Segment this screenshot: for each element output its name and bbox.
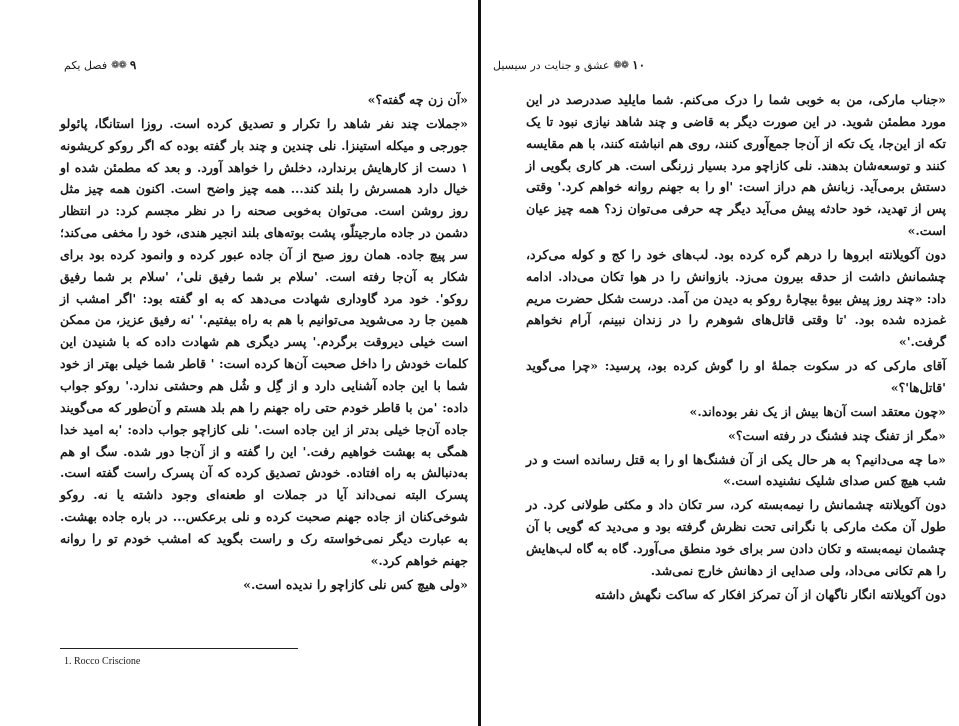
paragraph: دون آکویلانته انگار ناگهان از آن تمرکز افکار که ساکت نگهش داشته (594, 586, 946, 602)
left-page-header (64, 56, 136, 74)
right-page-header (493, 56, 645, 74)
right-page-body (526, 89, 946, 605)
left-page (0, 0, 478, 726)
right-page-number: ۱۰ (632, 58, 646, 72)
paragraph: آقای مارکی که در سکوت جملهٔ او را گوش کرده بود، پرسید: «چرا می‌گوید 'قاتل‌ها'؟» (526, 358, 946, 395)
footnote: 1. Rocco Criscione (64, 656, 141, 667)
ornament-icon: ❁❁ (613, 59, 629, 71)
paragraph: «چون معتقد است آن‌ها بیش از یک نفر بوده‌اند.» (689, 403, 946, 419)
paragraph: «ما چه می‌دانیم؟ به هر حال یکی از آن فشنگ‌ها او را به قتل رسانده است و در شب هیچ کس صدای شلیک نشنیده است.» (526, 451, 946, 489)
book-title: عشق و جنایت در سیسیل (493, 58, 610, 72)
paragraph: «مگر از تفنگ چند فشنگ در رفته است؟» (728, 427, 946, 443)
paragraph: دون آکویلانته ابروها را درهم گره کرده بود. لب‌های خود را کج و کوله می‌کرد، چشمانش داشت از حدقه بیرون می‌زد. بازوانش را در هوا تکان می‌داد. ادامه داد: «چند روز پیش بیوهٔ بیچارهٔ روکو به دیدن من آمد. درست شکل حضرت مریم غمزده شده بود. 'تا وقتی قاتل‌های شوهرم را در زندان نبینم، آرام نخواهم گرفت.'» (526, 246, 946, 350)
paragraph: «ولی هیچ کس نلی کازاچو را ندیده است.» (243, 576, 468, 592)
paragraph: «آن زن چه گفته؟» (367, 92, 468, 107)
ornament-icon: ❁❁ (111, 59, 126, 71)
paragraph: دون آکویلانته چشمانش را نیمه‌بسته کرد، سر تکان داد و مکثی طولانی کرد. در طول آن مکث مارکی با نگرانی تحت نظرش گرفته بود و می‌دید که گویی با آن چشمان نیمه‌بسته و تکان دادن سر برای خود منطق می‌آورد. گاه به گاه لب‌هایش را هم تکانی می‌داد، ولی صدایی از دهانش خارج نمی‌شد. (526, 497, 946, 578)
paragraph: «جملات چند نفر شاهد را تکرار و تصدیق کرده است. روزا استانگا، پائولو جورجی و میکله استینزا. نلی چندین و چند بار گفته بوده که اگر روکو کریشونه ۱ دست از کارهایش برندارد، دخلش را خواهد آورد. و بعد که مطمئن شده او خیال دارد همسرش را بلند کند... همه چیز واضح است. اکنون همه چیز مثل روز روشن است. می‌توان به‌خوبی صحنه را در نظر مجسم کرد: در انتظار دشمن در جاده مارجیتلّو، پشت بوته‌های بلند انجیر هندی، خود را مخفی می‌کند؛ سر پیچ جاده. همان روز صبح از آن جاده عبور کرده و وانمود کرده بود برای شکار به آن‌جا رفته است. 'سلام بر شما رفیق نلی'، 'سلام بر شما رفیق روکو'. خود مرد گاوداری شهادت می‌دهد که به او گفته بود: 'اگر امشب از همین جا رد می‌شوید می‌توانیم با هم به راه بیفتیم.' 'نه رفیق عزیز، من ممکن است خیلی دیروقت برگردم.' پسر دیگری هم شهادت داده که با شنیدن این کلمات خودش را داخل صحبت آن‌ها کرده است: ' قاطر شما خیلی بهتر از خود شما با این جاده آشنایی دارد و از گِل و شُل هم وحشتی ندارد.' روکو جواب داده: 'من با قاطر خودم حتی راه جهنم را هم بلد هستم و آن‌طور که می‌گویند جاده آن‌جا خیلی بدتر از این جاده است.' نلی کازاچو جواب داده: 'به امید خدا همگی به بهشت خواهیم رفت.' این را گفته و از آن‌جا دور شده. سگ او هم به‌دنبالش به راه افتاده. خودش تصدیق کرده که آن پسرک راست گفته است. پسرک البته نمی‌داند آیا در جملات او طعنه‌ای وجود داشته یا نه. روکو شوخی‌کنان از جاده جهنم صحبت کرده و نلی برعکس... در باره جاده بهشت. به عبارت دیگر نمی‌خواسته رک و راست بگوید که امشب خودم تو را روانه جهنم خواهم کرد.» (60, 115, 469, 568)
paragraph: «جناب مارکی، من به خوبی شما را درک می‌کنم. شما مایلید صددرصد در این مورد مطمئن شوید. در این صورت دیگر به قاضی و چند شاهد نیازی نبود تا یک تکه از این‌جا، یک تکه از آن‌جا جمع‌آوری کنند، روی هم انباشته کنند، با هم مقایسه کنند و توسعه‌شان بدهند. نلی کازاچو مرد بسیار زرنگی است. هر کاری بگویی از دستش برمی‌آید. زبانش هم دراز است: 'او را به جهنم روانه خواهم کرد.' وقتی پس از تهدید، خود حادثه پیش می‌آید دیگر چه حرفی می‌توان زد؟ همه چیز عیان است.» (526, 92, 946, 239)
left-page-body (60, 89, 468, 595)
left-page-number: ۹ (129, 58, 137, 72)
chapter-title: فصل یکم (64, 58, 108, 72)
footnote-divider (60, 648, 298, 649)
right-page (481, 0, 959, 726)
